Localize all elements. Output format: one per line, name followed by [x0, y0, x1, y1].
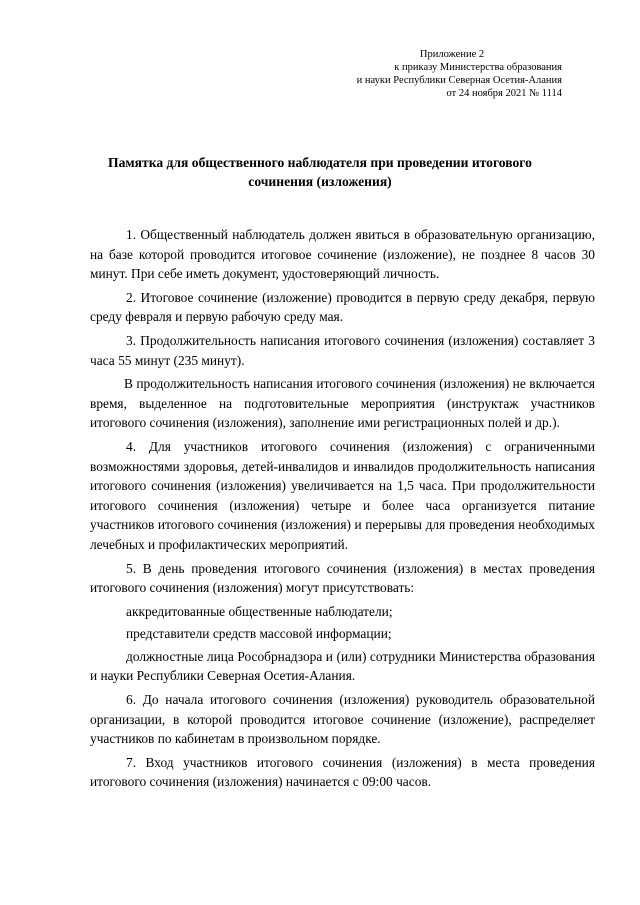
paragraph-7: 7. Вход участников итогового сочинения (изложения) в места проведения итогового сочинения (изложения) начинается с 09:00 часов.	[90, 754, 595, 790]
order-date: от 24 ноября 2021 № 1114	[446, 88, 562, 99]
ministry-name: и науки Республики Северная Осетия-Алания	[356, 75, 562, 86]
paragraph-3: 3. Продолжительность написания итогового сочинения (изложения) составляет 3 часа 55 минут (235 минут).	[90, 332, 595, 368]
list-item-observers: аккредитованные общественные наблюдатели;	[126, 603, 393, 619]
appendix-number: Приложение 2	[419, 49, 485, 60]
list-item-media: представители средств массовой информации;	[126, 626, 392, 642]
paragraph-4: 4. Для участников итогового сочинения (изложения) с ограниченными возможностями здоровья, детей-инвалидов и инвалидов продолжительность написания итогового сочинения (изложения) увеличивается на 1,5 часа. При продолжительности итогового сочинения (изложения) четыре и более часа организуется питание участников итогового сочинения (изложения) и перерывы для проведения необходимых лечебных и профилактических мероприятий.	[90, 438, 595, 552]
title-line-2: сочинения (изложения)	[248, 174, 392, 189]
paragraph-6: 6. До начала итогового сочинения (изложения) руководитель образовательной организации, в которой проводится итоговое сочинение (изложение), распределяет участников по кабинетам в произвольном порядке.	[90, 692, 595, 747]
list-item-officials: должностные лица Рособрнадзора и (или) сотрудники Министерства образования и науки Республики Северная Осетия-Алания.	[90, 648, 595, 684]
paragraph-1: 1. Общественный наблюдатель должен явиться в образовательную организацию, на базе которой проводится итоговое сочинение (изложение), не позднее 8 часов 30 минут. При себе иметь документ, удостоверяющий личность.	[90, 227, 595, 282]
appendix-header	[302, 48, 562, 100]
order-reference: к приказу Министерства образования	[394, 62, 562, 73]
document-body	[90, 225, 595, 796]
paragraph-3-note: В продолжительность написания итогового сочинения (изложения) не включается время, выделенное на подготовительные мероприятия (инструктаж участников итогового сочинения (изложения), заполнение ими регистрационных полей и др.).	[90, 376, 595, 431]
paragraph-5: 5. В день проведения итогового сочинения (изложения) в местах проведения итогового сочинения (изложения) могут присутствовать:	[90, 560, 595, 596]
paragraph-2: 2. Итоговое сочинение (изложение) проводится в первую среду декабря, первую среду февраля и первую рабочую среду мая.	[90, 289, 595, 325]
title-line-1: Памятка для общественного наблюдателя при проведении итогового	[108, 155, 532, 170]
document-title	[90, 153, 550, 191]
